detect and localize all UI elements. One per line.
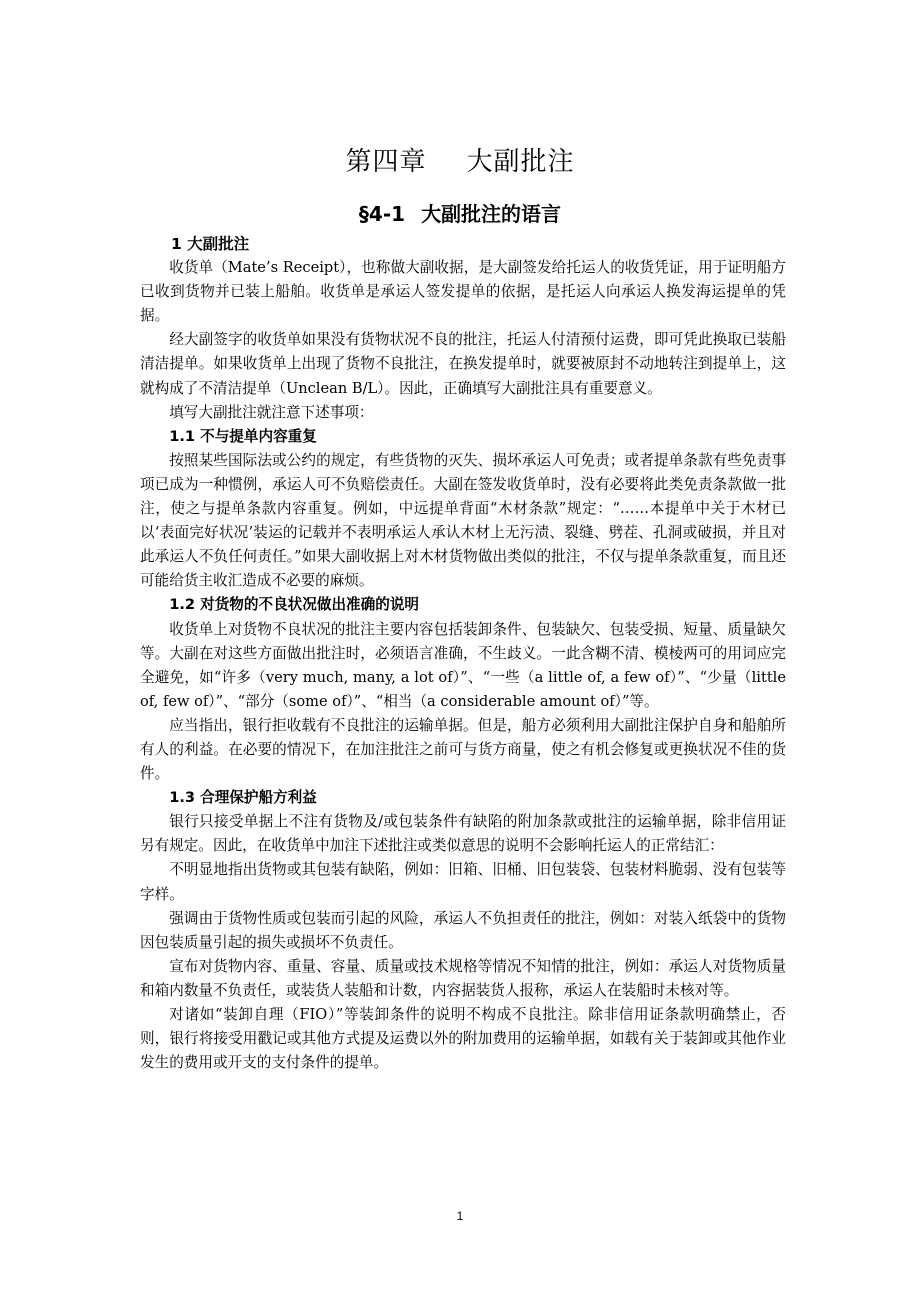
paragraph-1: 收货单（Mate’s Receipt），也称做大副收据，是大副签发给托运人的收货凭证，用于证明船方已收到货物并已装上船舶。收货单是承运人签发提单的依据，是托运人向承运人换发海运提单的凭据。 [140, 259, 786, 325]
paragraph-5: 收货单上对货物不良状况的批注主要内容包括装卸条件、包装缺欠、包装受损、短量、质量缺欠等。大副在对这些方面做出批注时，必须语言准确，不生歧义。一此含糊不清、模棱两可的用词应完全避免，如“许多（very much, many, a lot of）”、“一些（a little of, a few of）”、“少量（little of, few of）”、“部分（some of）”、“相当（a considerable amount of）”等。 [140, 620, 786, 710]
paragraph-11: 对诸如“装卸自理（FIO）”等装卸条件的说明不构成不良批注。除非信用证条款明确禁止，否则，银行将接受用戳记或其他方式提及运费以外的附加费用的运输单据，如载有关于装卸或其他作业发生的费用或开支的支付条件的提单。 [140, 1006, 786, 1072]
chapter-name: 大副批注 [466, 147, 575, 177]
paragraph-3: 填写大副批注就注意下述事项： [169, 403, 374, 421]
heading-1-3: 1.3 合理保护船方利益 [169, 789, 317, 807]
paragraph-8: 不明显地指出货物或其包装有缺陷，例如：旧箱、旧桶、旧包装袋、包装材料脆弱、没有包装等字样。 [140, 861, 786, 903]
section-title [0, 198, 920, 227]
document-body [140, 232, 786, 1075]
chapter-number: 第四章 [345, 147, 427, 177]
heading-1: 1 大副批注 [171, 235, 250, 253]
paragraph-6: 应当指出，银行拒收载有不良批注的运输单据。但是，船方必须利用大副批注保护自身和船舶所有人的利益。在必要的情况下，在加注批注之前可与货方商量，使之有机会修复或更换状况不佳的货件。 [140, 716, 786, 783]
heading-1-2: 1.2 对货物的不良状况做出准确的说明 [169, 596, 420, 614]
paragraph-10: 宣布对货物内容、重量、容量、质量或技术规格等情况不知情的批注，例如：承运人对货物质量和箱内数量不负责任，或装货人装船和计数，内容据装货人报称，承运人在装船时未核对等。 [140, 957, 786, 999]
paragraph-4: 按照某些国际法或公约的规定，有些货物的灭失、损坏承运人可免责；或者提单条款有些免责事项已成为一种惯例，承运人可不负赔偿责任。大副在签发收货单时，没有必要将此类免责条款做一批注，使之与提单条款内容重复。例如，中远提单背面“木材条款”规定：“……本提单中关于木材已以‘表面完好状况’装运的记载并不表明承运人承认木材上无污渍、裂缝、劈茬、孔洞或破损，并且对此承运人不负任何责任。”如果大副收据上对木材货物做出类似的批注，不仅与提单条款重复，而且还可能给货主收汇造成不必要的麻烦。 [140, 451, 786, 590]
paragraph-7: 银行只接受单据上不注有货物及/或包装条件有缺陷的附加条款或批注的运输单据，除非信用证另有规定。因此，在收货单中加注下述批注或类似意思的说明不会影响托运人的正常结汇： [140, 813, 786, 855]
section-name: 大副批注的语言 [421, 202, 562, 226]
heading-1-1: 1.1 不与提单内容重复 [169, 427, 317, 445]
paragraph-9: 强调由于货物性质或包装而引起的风险，承运人不负担责任的批注，例如：对装入纸袋中的货物因包装质量引起的损失或损坏不负责任。 [140, 909, 786, 951]
chapter-title [0, 141, 920, 178]
page-number: 1 [456, 1209, 464, 1223]
paragraph-2: 经大副签字的收货单如果没有货物状况不良的批注，托运人付清预付运费，即可凭此换取已装船清洁提单。如果收货单上出现了货物不良批注，在换发提单时，就要被原封不动地转注到提单上，这就构成了不清洁提单（Unclean B/L）。因此，正确填写大副批注具有重要意义。 [140, 331, 786, 397]
section-number: §4-1 [358, 202, 406, 226]
